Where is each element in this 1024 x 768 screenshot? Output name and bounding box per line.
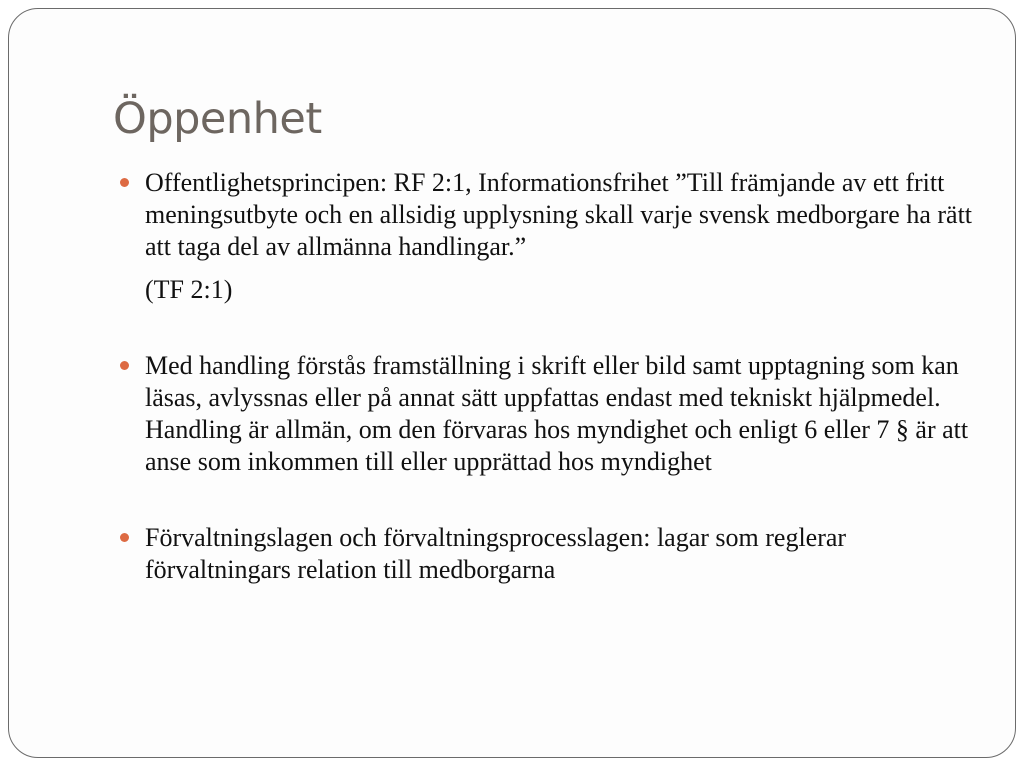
- bullet-list: [113, 167, 983, 586]
- bullet-item-offentlighetsprincipen: [113, 167, 983, 306]
- bullet-text: Förvaltningslagen och förvaltningsprocesslagen: lagar som reglerar förvaltningars relation till medborgarna: [145, 523, 847, 584]
- slide-frame: [8, 8, 1016, 758]
- bullet-item-handling: [113, 350, 983, 478]
- bullet-text: Offentlighetsprincipen: RF 2:1, Informationsfrihet ”Till främjande av ett fritt meningsutbyte och en allsidig upplysning skall varje svensk medborgare ha rätt att taga del av allmänna handlingar.”: [145, 168, 973, 261]
- bullet-dot-icon: [120, 361, 129, 370]
- bullet-dot-icon: [120, 178, 129, 187]
- bullet-text: Med handling förstås framställning i skrift eller bild samt upptagning som kan läsas, avlyssnas eller på annat sätt uppfattas endast med tekniskt hjälpmedel. Handling är allmän, om den förvaras hos myndighet och enligt 6 eller 7 § är att anse som inkommen till eller upprättad hos myndighet: [145, 351, 969, 476]
- slide-title: Öppenhet: [113, 94, 322, 144]
- bullet-citation: (TF 2:1): [145, 275, 233, 304]
- bullet-dot-icon: [120, 533, 129, 542]
- bullet-item-forvaltningslagen: [113, 522, 983, 586]
